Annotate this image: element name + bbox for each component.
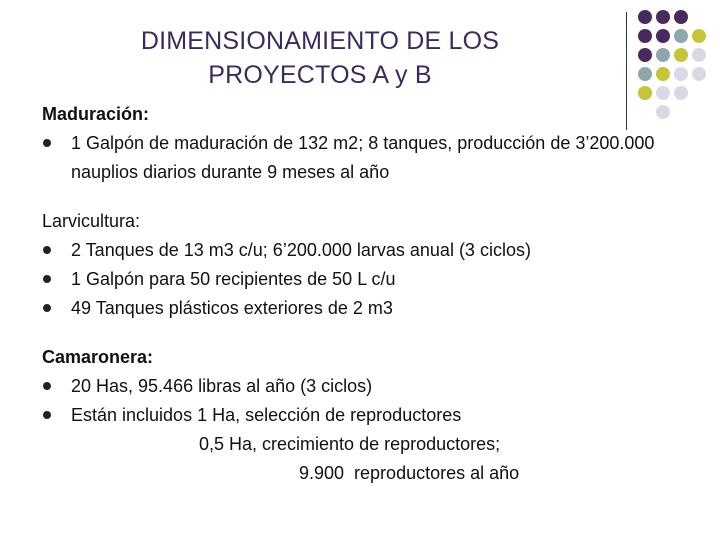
decorative-dot: [638, 29, 652, 43]
decorative-dot: [656, 29, 670, 43]
camaronera-list: [42, 372, 682, 430]
slide-body: [42, 100, 682, 508]
larvicultura-list: [42, 236, 682, 323]
decorative-dot: [692, 10, 706, 24]
decorative-dot: [656, 86, 670, 100]
camaronera-heading: Camaronera:: [42, 347, 154, 367]
title-line-2: PROYECTOS A y B: [208, 61, 432, 89]
decorative-dot: [674, 29, 688, 43]
decorative-dot: [692, 67, 706, 81]
bullet-item: Están incluidos 1 Ha, selección de reproductores: [42, 401, 682, 430]
continuation-line: 9.900 reproductores al año: [299, 463, 520, 483]
bullet-item: 1 Galpón para 50 recipientes de 50 L c/u: [42, 265, 682, 294]
decorative-dot: [638, 48, 652, 62]
maduracion-heading: Maduración:: [42, 104, 150, 124]
decorative-dot: [638, 86, 652, 100]
continuation-line: 0,5 Ha, crecimiento de reproductores;: [199, 434, 501, 454]
decorative-dot: [674, 48, 688, 62]
decorative-dot: [638, 10, 652, 24]
decorative-dot: [674, 86, 688, 100]
decorative-dot: [674, 10, 688, 24]
bullet-item: 1 Galpón de maduración de 132 m2; 8 tanques, producción de 3’200.000 nauplios diarios durante 9 meses al año: [42, 129, 682, 187]
bullet-item: 2 Tanques de 13 m3 c/u; 6’200.000 larvas anual (3 ciclos): [42, 236, 682, 265]
slide-title: [60, 24, 580, 92]
bullet-item: 49 Tanques plásticos exteriores de 2 m3: [42, 294, 682, 323]
decorative-dot: [692, 105, 706, 119]
decorative-dot: [692, 48, 706, 62]
bullet-item: 20 Has, 95.466 libras al año (3 ciclos): [42, 372, 682, 401]
decorative-dot: [692, 29, 706, 43]
title-line-1: DIMENSIONAMIENTO DE LOS: [140, 27, 500, 55]
decorative-dot: [674, 67, 688, 81]
maduracion-list: [42, 129, 682, 187]
larvicultura-heading: Larvicultura:: [42, 211, 141, 231]
decorative-dot: [656, 10, 670, 24]
section-maduracion: [42, 100, 682, 187]
decorative-dot: [656, 48, 670, 62]
section-camaronera: [42, 343, 682, 488]
section-larvicultura: [42, 207, 682, 323]
decorative-dot: [638, 67, 652, 81]
decorative-dot: [692, 86, 706, 100]
decorative-dot: [656, 67, 670, 81]
